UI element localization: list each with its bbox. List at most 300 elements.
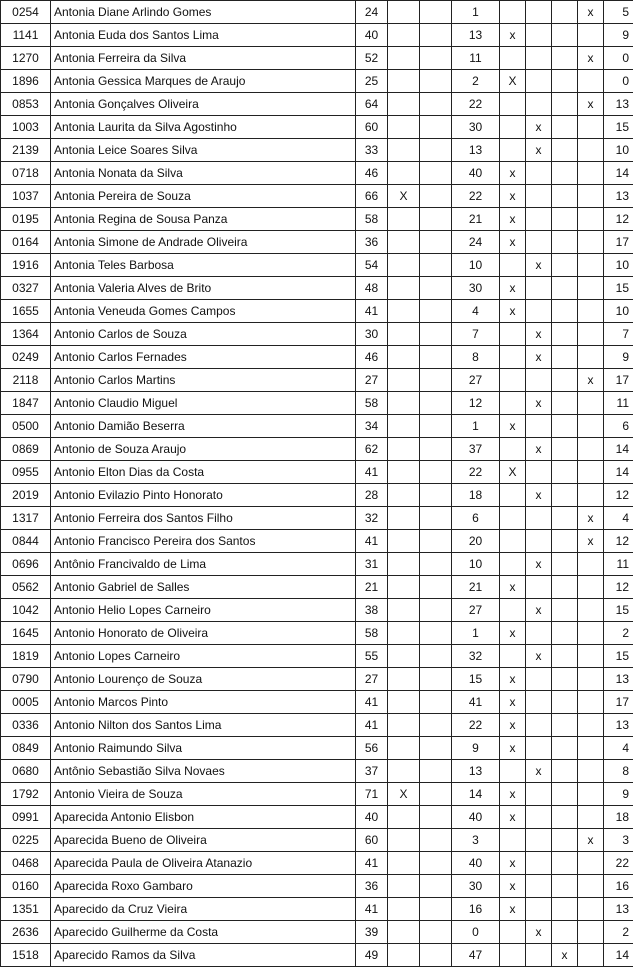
mark-col-e-cell xyxy=(552,70,578,93)
person-name-cell: Antonio Ferreira dos Santos Filho xyxy=(51,507,356,530)
mark-col-f-cell xyxy=(578,231,604,254)
mark-col-a-cell xyxy=(388,70,420,93)
table-row xyxy=(1,783,633,806)
table-row xyxy=(1,461,633,484)
mark-col-e-cell xyxy=(552,484,578,507)
record-id-cell: 1351 xyxy=(1,898,51,921)
mark-col-a-cell xyxy=(388,300,420,323)
mark-col-b-cell xyxy=(420,783,452,806)
mark-col-c-cell xyxy=(500,829,526,852)
mark-col-e-cell xyxy=(552,323,578,346)
mark-col-a-cell xyxy=(388,714,420,737)
age-cell: 41 xyxy=(356,691,388,714)
age-cell: 41 xyxy=(356,714,388,737)
total-cell: 0 xyxy=(604,70,633,93)
mark-col-d-cell xyxy=(526,208,552,231)
mark-col-f-cell xyxy=(578,875,604,898)
mark-col-e-cell: x xyxy=(552,944,578,967)
total-cell: 12 xyxy=(604,530,633,553)
mark-col-e-cell xyxy=(552,415,578,438)
mark-col-e-cell xyxy=(552,553,578,576)
total-cell: 17 xyxy=(604,691,633,714)
mark-col-e-cell xyxy=(552,185,578,208)
mark-col-f-cell: x xyxy=(578,369,604,392)
record-id-cell: 0869 xyxy=(1,438,51,461)
mark-col-f-cell xyxy=(578,553,604,576)
person-name-cell: Antonia Euda dos Santos Lima xyxy=(51,24,356,47)
table-row xyxy=(1,185,633,208)
table-row xyxy=(1,277,633,300)
table-row xyxy=(1,369,633,392)
total-cell: 11 xyxy=(604,392,633,415)
age-cell: 56 xyxy=(356,737,388,760)
mark-col-a-cell xyxy=(388,737,420,760)
mark-col-c-cell: x xyxy=(500,415,526,438)
person-name-cell: Aparecida Paula de Oliveira Atanazio xyxy=(51,852,356,875)
record-id-cell: 1317 xyxy=(1,507,51,530)
person-name-cell: Antonia Nonata da Silva xyxy=(51,162,356,185)
record-id-cell: 0790 xyxy=(1,668,51,691)
mark-col-b-cell xyxy=(420,737,452,760)
person-name-cell: Antonia Laurita da Silva Agostinho xyxy=(51,116,356,139)
age-cell: 21 xyxy=(356,576,388,599)
mark-col-d-cell xyxy=(526,277,552,300)
mark-col-f-cell xyxy=(578,484,604,507)
person-name-cell: Antonia Valeria Alves de Brito xyxy=(51,277,356,300)
mark-col-f-cell xyxy=(578,783,604,806)
mark-col-d-cell: x xyxy=(526,254,552,277)
mark-col-d-cell xyxy=(526,576,552,599)
person-name-cell: Aparecida Bueno de Oliveira xyxy=(51,829,356,852)
total-cell: 10 xyxy=(604,139,633,162)
score-cell: 13 xyxy=(452,139,500,162)
record-id-cell: 0160 xyxy=(1,875,51,898)
record-id-cell: 0500 xyxy=(1,415,51,438)
age-cell: 37 xyxy=(356,760,388,783)
mark-col-c-cell: x xyxy=(500,277,526,300)
mark-col-d-cell xyxy=(526,507,552,530)
mark-col-d-cell xyxy=(526,231,552,254)
table-row xyxy=(1,24,633,47)
total-cell: 12 xyxy=(604,576,633,599)
total-cell: 10 xyxy=(604,254,633,277)
score-cell: 4 xyxy=(452,300,500,323)
mark-col-e-cell xyxy=(552,622,578,645)
mark-col-a-cell xyxy=(388,208,420,231)
person-name-cell: Antonia Pereira de Souza xyxy=(51,185,356,208)
score-cell: 20 xyxy=(452,530,500,553)
age-cell: 24 xyxy=(356,1,388,24)
score-cell: 15 xyxy=(452,668,500,691)
record-id-cell: 0005 xyxy=(1,691,51,714)
mark-col-b-cell xyxy=(420,70,452,93)
score-cell: 41 xyxy=(452,691,500,714)
mark-col-b-cell xyxy=(420,829,452,852)
mark-col-b-cell xyxy=(420,415,452,438)
mark-col-b-cell xyxy=(420,599,452,622)
total-cell: 2 xyxy=(604,921,633,944)
person-name-cell: Antonio Lopes Carneiro xyxy=(51,645,356,668)
table-row xyxy=(1,323,633,346)
mark-col-d-cell xyxy=(526,783,552,806)
mark-col-d-cell xyxy=(526,898,552,921)
mark-col-c-cell: x xyxy=(500,668,526,691)
mark-col-c-cell xyxy=(500,507,526,530)
mark-col-a-cell xyxy=(388,254,420,277)
mark-col-b-cell xyxy=(420,346,452,369)
mark-col-e-cell xyxy=(552,875,578,898)
total-cell: 11 xyxy=(604,553,633,576)
mark-col-e-cell xyxy=(552,461,578,484)
mark-col-c-cell xyxy=(500,392,526,415)
total-cell: 16 xyxy=(604,875,633,898)
score-cell: 40 xyxy=(452,162,500,185)
mark-col-b-cell xyxy=(420,254,452,277)
person-name-cell: Antonio Carlos de Souza xyxy=(51,323,356,346)
mark-col-e-cell xyxy=(552,645,578,668)
mark-col-f-cell xyxy=(578,898,604,921)
mark-col-b-cell xyxy=(420,93,452,116)
age-cell: 58 xyxy=(356,392,388,415)
age-cell: 30 xyxy=(356,323,388,346)
mark-col-d-cell xyxy=(526,415,552,438)
mark-col-d-cell: x xyxy=(526,346,552,369)
mark-col-d-cell: x xyxy=(526,645,552,668)
person-name-cell: Antonio Carlos Fernades xyxy=(51,346,356,369)
table-row xyxy=(1,254,633,277)
mark-col-f-cell xyxy=(578,737,604,760)
total-cell: 15 xyxy=(604,599,633,622)
person-name-cell: Antonia Ferreira da Silva xyxy=(51,47,356,70)
total-cell: 14 xyxy=(604,944,633,967)
record-id-cell: 0849 xyxy=(1,737,51,760)
age-cell: 60 xyxy=(356,829,388,852)
mark-col-e-cell xyxy=(552,116,578,139)
score-cell: 3 xyxy=(452,829,500,852)
table-row xyxy=(1,300,633,323)
mark-col-a-cell xyxy=(388,323,420,346)
table-row xyxy=(1,507,633,530)
total-cell: 15 xyxy=(604,116,633,139)
total-cell: 15 xyxy=(604,277,633,300)
record-id-cell: 0249 xyxy=(1,346,51,369)
score-cell: 21 xyxy=(452,576,500,599)
mark-col-c-cell xyxy=(500,760,526,783)
mark-col-c-cell: x xyxy=(500,737,526,760)
total-cell: 4 xyxy=(604,737,633,760)
mark-col-a-cell xyxy=(388,438,420,461)
mark-col-c-cell xyxy=(500,323,526,346)
mark-col-b-cell xyxy=(420,921,452,944)
mark-col-d-cell xyxy=(526,47,552,70)
score-cell: 1 xyxy=(452,1,500,24)
mark-col-c-cell: x xyxy=(500,208,526,231)
mark-col-f-cell xyxy=(578,576,604,599)
mark-col-f-cell xyxy=(578,806,604,829)
mark-col-b-cell xyxy=(420,461,452,484)
mark-col-c-cell xyxy=(500,139,526,162)
score-cell: 9 xyxy=(452,737,500,760)
mark-col-f-cell xyxy=(578,599,604,622)
mark-col-e-cell xyxy=(552,530,578,553)
mark-col-b-cell xyxy=(420,392,452,415)
total-cell: 9 xyxy=(604,24,633,47)
age-cell: 31 xyxy=(356,553,388,576)
score-cell: 27 xyxy=(452,369,500,392)
mark-col-f-cell xyxy=(578,254,604,277)
mark-col-c-cell xyxy=(500,116,526,139)
age-cell: 60 xyxy=(356,116,388,139)
mark-col-f-cell xyxy=(578,852,604,875)
mark-col-e-cell xyxy=(552,231,578,254)
mark-col-d-cell xyxy=(526,300,552,323)
age-cell: 40 xyxy=(356,24,388,47)
total-cell: 13 xyxy=(604,93,633,116)
mark-col-b-cell xyxy=(420,231,452,254)
person-name-cell: Antonia Gessica Marques de Araujo xyxy=(51,70,356,93)
mark-col-e-cell xyxy=(552,208,578,231)
age-cell: 64 xyxy=(356,93,388,116)
mark-col-f-cell xyxy=(578,415,604,438)
mark-col-a-cell xyxy=(388,346,420,369)
mark-col-c-cell: x xyxy=(500,162,526,185)
total-cell: 5 xyxy=(604,1,633,24)
mark-col-c-cell: x xyxy=(500,783,526,806)
mark-col-b-cell xyxy=(420,47,452,70)
record-id-cell: 0853 xyxy=(1,93,51,116)
score-cell: 0 xyxy=(452,921,500,944)
score-cell: 30 xyxy=(452,277,500,300)
mark-col-b-cell xyxy=(420,208,452,231)
mark-col-e-cell xyxy=(552,783,578,806)
mark-col-d-cell: x xyxy=(526,116,552,139)
mark-col-e-cell xyxy=(552,852,578,875)
mark-col-f-cell xyxy=(578,208,604,231)
person-name-cell: Antonia Teles Barbosa xyxy=(51,254,356,277)
mark-col-d-cell: x xyxy=(526,392,552,415)
total-cell: 7 xyxy=(604,323,633,346)
mark-col-c-cell: x xyxy=(500,300,526,323)
record-id-cell: 2139 xyxy=(1,139,51,162)
mark-col-e-cell xyxy=(552,300,578,323)
age-cell: 58 xyxy=(356,622,388,645)
score-cell: 1 xyxy=(452,622,500,645)
mark-col-b-cell xyxy=(420,576,452,599)
table-row xyxy=(1,852,633,875)
mark-col-a-cell xyxy=(388,162,420,185)
mark-col-d-cell: x xyxy=(526,553,552,576)
mark-col-f-cell xyxy=(578,277,604,300)
mark-col-e-cell xyxy=(552,668,578,691)
mark-col-c-cell xyxy=(500,254,526,277)
table-row xyxy=(1,438,633,461)
mark-col-a-cell xyxy=(388,93,420,116)
age-cell: 36 xyxy=(356,875,388,898)
score-cell: 47 xyxy=(452,944,500,967)
age-cell: 62 xyxy=(356,438,388,461)
table-row xyxy=(1,645,633,668)
score-cell: 6 xyxy=(452,507,500,530)
age-cell: 41 xyxy=(356,530,388,553)
mark-col-a-cell xyxy=(388,668,420,691)
score-cell: 1 xyxy=(452,415,500,438)
table-row xyxy=(1,346,633,369)
person-name-cell: Antonio Gabriel de Salles xyxy=(51,576,356,599)
mark-col-d-cell xyxy=(526,852,552,875)
mark-col-b-cell xyxy=(420,323,452,346)
score-cell: 16 xyxy=(452,898,500,921)
person-name-cell: Antonio Helio Lopes Carneiro xyxy=(51,599,356,622)
table-row xyxy=(1,392,633,415)
mark-col-b-cell xyxy=(420,714,452,737)
score-cell: 30 xyxy=(452,875,500,898)
table-row xyxy=(1,599,633,622)
mark-col-f-cell xyxy=(578,185,604,208)
mark-col-e-cell xyxy=(552,829,578,852)
record-id-cell: 1847 xyxy=(1,392,51,415)
mark-col-b-cell xyxy=(420,806,452,829)
record-id-cell: 1655 xyxy=(1,300,51,323)
score-cell: 22 xyxy=(452,714,500,737)
person-name-cell: Antonio Francisco Pereira dos Santos xyxy=(51,530,356,553)
total-cell: 17 xyxy=(604,369,633,392)
mark-col-e-cell xyxy=(552,162,578,185)
person-name-cell: Antonia Diane Arlindo Gomes xyxy=(51,1,356,24)
person-name-cell: Antonia Simone de Andrade Oliveira xyxy=(51,231,356,254)
person-name-cell: Aparecido Ramos da Silva xyxy=(51,944,356,967)
mark-col-a-cell xyxy=(388,231,420,254)
record-id-cell: 0718 xyxy=(1,162,51,185)
mark-col-c-cell: x xyxy=(500,691,526,714)
mark-col-b-cell xyxy=(420,622,452,645)
score-cell: 27 xyxy=(452,599,500,622)
mark-col-a-cell xyxy=(388,944,420,967)
total-cell: 12 xyxy=(604,208,633,231)
table-row xyxy=(1,162,633,185)
mark-col-a-cell xyxy=(388,507,420,530)
mark-col-c-cell: X xyxy=(500,461,526,484)
mark-col-c-cell xyxy=(500,921,526,944)
mark-col-f-cell xyxy=(578,691,604,714)
mark-col-f-cell xyxy=(578,714,604,737)
table-row xyxy=(1,875,633,898)
mark-col-c-cell: x xyxy=(500,852,526,875)
mark-col-f-cell xyxy=(578,438,604,461)
mark-col-f-cell xyxy=(578,116,604,139)
mark-col-d-cell xyxy=(526,806,552,829)
mark-col-e-cell xyxy=(552,277,578,300)
mark-col-d-cell xyxy=(526,875,552,898)
mark-col-f-cell xyxy=(578,921,604,944)
record-id-cell: 0844 xyxy=(1,530,51,553)
mark-col-a-cell xyxy=(388,875,420,898)
person-name-cell: Antonio Nilton dos Santos Lima xyxy=(51,714,356,737)
record-id-cell: 1792 xyxy=(1,783,51,806)
mark-col-b-cell xyxy=(420,277,452,300)
person-name-cell: Antonia Veneuda Gomes Campos xyxy=(51,300,356,323)
record-id-cell: 1364 xyxy=(1,323,51,346)
table-body xyxy=(1,1,633,967)
mark-col-b-cell xyxy=(420,438,452,461)
table-row xyxy=(1,829,633,852)
mark-col-d-cell: x xyxy=(526,323,552,346)
mark-col-a-cell: X xyxy=(388,185,420,208)
age-cell: 28 xyxy=(356,484,388,507)
mark-col-e-cell xyxy=(552,346,578,369)
score-cell: 8 xyxy=(452,346,500,369)
mark-col-b-cell xyxy=(420,507,452,530)
person-name-cell: Antonio Marcos Pinto xyxy=(51,691,356,714)
mark-col-b-cell xyxy=(420,875,452,898)
age-cell: 41 xyxy=(356,300,388,323)
total-cell: 15 xyxy=(604,645,633,668)
table-row xyxy=(1,70,633,93)
mark-col-d-cell xyxy=(526,944,552,967)
mark-col-b-cell xyxy=(420,898,452,921)
mark-col-a-cell xyxy=(388,852,420,875)
mark-col-a-cell xyxy=(388,415,420,438)
age-cell: 54 xyxy=(356,254,388,277)
mark-col-f-cell xyxy=(578,622,604,645)
mark-col-d-cell xyxy=(526,714,552,737)
person-name-cell: Antonio Lourenço de Souza xyxy=(51,668,356,691)
total-cell: 9 xyxy=(604,346,633,369)
mark-col-b-cell xyxy=(420,668,452,691)
mark-col-b-cell xyxy=(420,852,452,875)
age-cell: 66 xyxy=(356,185,388,208)
age-cell: 46 xyxy=(356,162,388,185)
mark-col-f-cell xyxy=(578,300,604,323)
mark-col-b-cell xyxy=(420,530,452,553)
mark-col-e-cell xyxy=(552,806,578,829)
person-name-cell: Antonio Carlos Martins xyxy=(51,369,356,392)
mark-col-b-cell xyxy=(420,185,452,208)
mark-col-a-cell xyxy=(388,599,420,622)
mark-col-e-cell xyxy=(552,921,578,944)
total-cell: 0 xyxy=(604,47,633,70)
mark-col-a-cell xyxy=(388,369,420,392)
mark-col-b-cell xyxy=(420,369,452,392)
mark-col-c-cell: x xyxy=(500,875,526,898)
age-cell: 27 xyxy=(356,668,388,691)
mark-col-c-cell: x xyxy=(500,231,526,254)
mark-col-a-cell: X xyxy=(388,783,420,806)
mark-col-b-cell xyxy=(420,162,452,185)
score-cell: 40 xyxy=(452,806,500,829)
record-id-cell: 1141 xyxy=(1,24,51,47)
mark-col-e-cell xyxy=(552,1,578,24)
age-cell: 55 xyxy=(356,645,388,668)
record-id-cell: 0680 xyxy=(1,760,51,783)
mark-col-b-cell xyxy=(420,944,452,967)
mark-col-d-cell xyxy=(526,622,552,645)
total-cell: 13 xyxy=(604,898,633,921)
total-cell: 8 xyxy=(604,760,633,783)
mark-col-d-cell: x xyxy=(526,760,552,783)
mark-col-d-cell xyxy=(526,530,552,553)
mark-col-b-cell xyxy=(420,24,452,47)
age-cell: 39 xyxy=(356,921,388,944)
score-cell: 10 xyxy=(452,553,500,576)
mark-col-c-cell: x xyxy=(500,714,526,737)
mark-col-c-cell xyxy=(500,599,526,622)
mark-col-b-cell xyxy=(420,116,452,139)
total-cell: 14 xyxy=(604,461,633,484)
record-id-cell: 0955 xyxy=(1,461,51,484)
age-cell: 33 xyxy=(356,139,388,162)
table-row xyxy=(1,231,633,254)
mark-col-d-cell xyxy=(526,829,552,852)
